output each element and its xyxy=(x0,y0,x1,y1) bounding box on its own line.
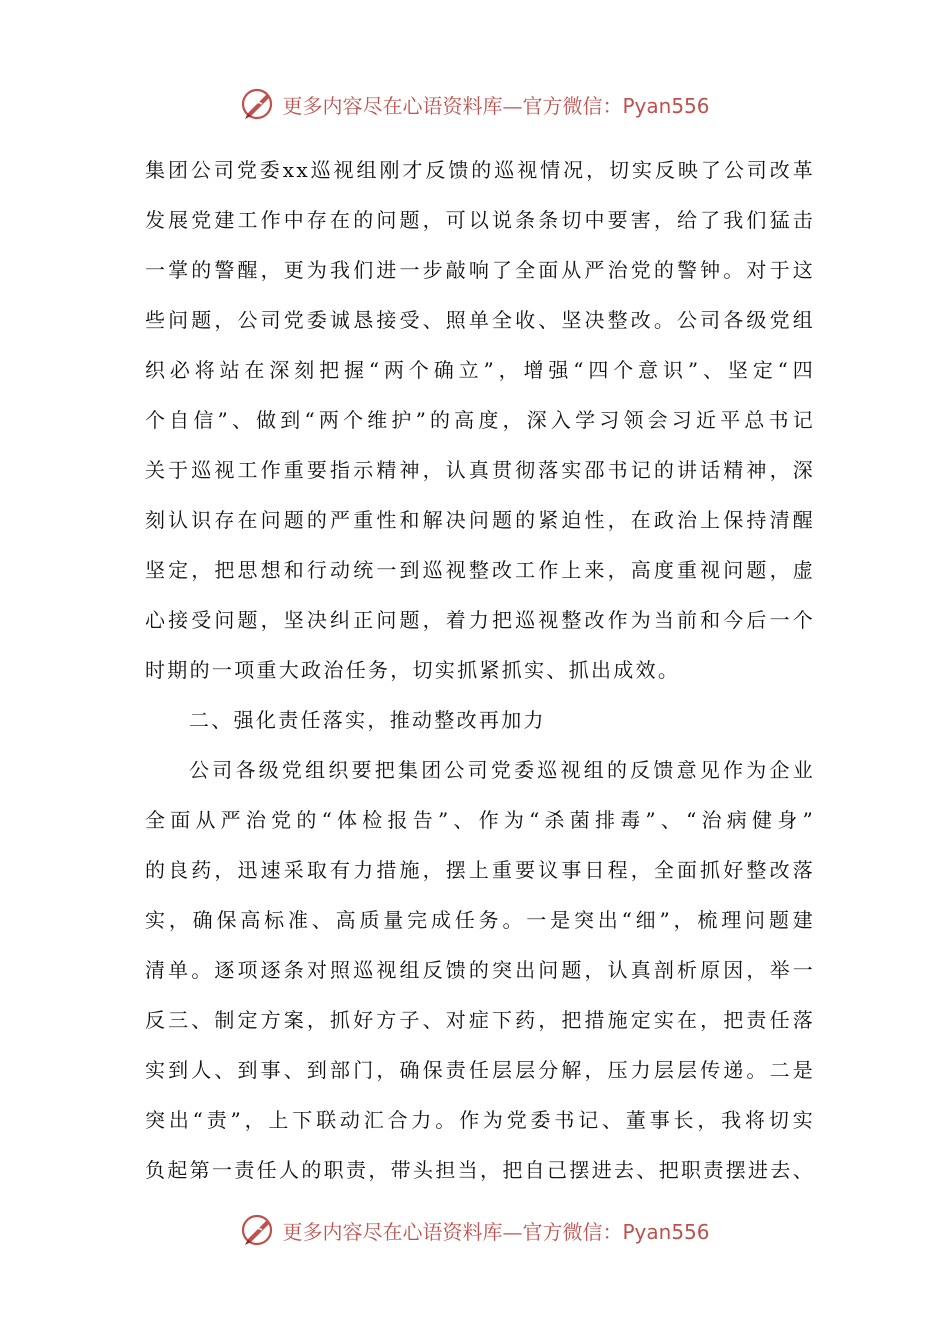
banner-label: 更多内容尽在心语资料库—官方微信： xyxy=(282,1219,623,1244)
text-line: 清单。逐项逐条对照巡视组反馈的突出问题，认真剖析原因，举一 xyxy=(145,958,815,982)
text-line: 坚定，把思想和行动统一到巡视整改工作上来，高度重视问题，虚 xyxy=(145,558,815,582)
banner-label: 更多内容尽在心语资料库—官方微信： xyxy=(282,93,623,118)
banner-text xyxy=(282,90,709,119)
text-line: 关于巡视工作重要指示精神，认真贯彻落实邵书记的讲话精神，深 xyxy=(145,458,815,482)
text-line: 集团公司党委xx巡视组刚才反馈的巡视情况，切实反映了公司改革 xyxy=(145,158,815,182)
text-line: 心接受问题，坚决纠正问题，着力把巡视整改作为当前和今后一个 xyxy=(145,608,815,632)
text-line: 实到人、到事、到部门，确保责任层层分解，压力层层传递。二是 xyxy=(145,1058,815,1082)
document-body xyxy=(145,145,815,1195)
text-line: 的良药，迅速采取有力措施，摆上重要议事日程，全面抓好整改落 xyxy=(145,858,815,882)
text-line: 个自信”、做到“两个维护”的高度，深入学习领会习近平总书记 xyxy=(145,408,815,432)
text-line: 反三、制定方案，抓好方子、对症下药，把措施定实在，把责任落 xyxy=(145,1008,815,1032)
header-banner xyxy=(0,82,950,126)
text-line: 实，确保高标准、高质量完成任务。一是突出“细”，梳理问题建 xyxy=(145,908,815,932)
section-heading: 二、强化责任落实，推动整改再加力 xyxy=(189,708,546,732)
text-line: 时期的一项重大政治任务，切实抓紧抓实、抓出成效。 xyxy=(145,658,681,682)
banner-text xyxy=(282,1216,709,1245)
wechat-id: Pyan556 xyxy=(622,93,710,118)
text-line: 刻认识存在问题的严重性和解决问题的紧迫性，在政治上保持清醒 xyxy=(145,508,815,532)
text-line: 发展党建工作中存在的问题，可以说条条切中要害，给了我们猛击 xyxy=(145,208,815,232)
text-line: 全面从严治党的“体检报告”、作为“杀菌排毒”、“治病健身” xyxy=(145,808,815,832)
footer-banner xyxy=(0,1208,950,1252)
text-line: 织必将站在深刻把握“两个确立”，增强“四个意识”、坚定“四 xyxy=(145,358,815,382)
wechat-id: Pyan556 xyxy=(622,1219,710,1244)
text-line: 突出“责”，上下联动汇合力。作为党委书记、董事长，我将切实 xyxy=(145,1108,815,1132)
pen-logo-icon xyxy=(240,86,276,122)
pen-logo-icon xyxy=(240,1212,276,1248)
text-line: 负起第一责任人的职责，带头担当，把自己摆进去、把职责摆进去、 xyxy=(145,1158,815,1182)
text-line: 公司各级党组织要把集团公司党委巡视组的反馈意见作为企业 xyxy=(189,758,815,782)
text-line: 些问题，公司党委诚恳接受、照单全收、坚决整改。公司各级党组 xyxy=(145,308,815,332)
text-line: 一掌的警醒，更为我们进一步敲响了全面从严治党的警钟。对于这 xyxy=(145,258,815,282)
